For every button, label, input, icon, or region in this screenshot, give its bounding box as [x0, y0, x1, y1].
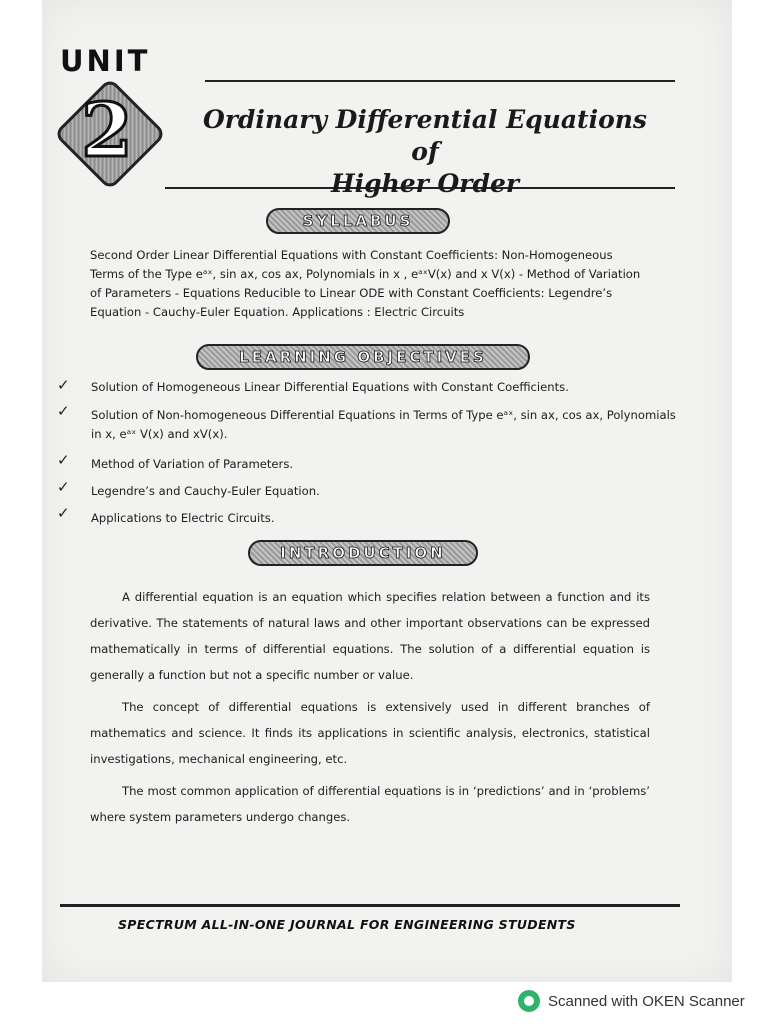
objective-item — [91, 455, 681, 474]
intro-paragraph: The concept of differential equations is extensively used in different branches of mathematics and science. It finds its applications in scientific analysis, electronics, statistical investigations, mechanical engineering, etc. — [90, 700, 650, 766]
scanner-watermark-text: Scanned with OKEN Scanner — [548, 992, 745, 1010]
objective-text: Solution of Homogeneous Linear Differential Equations with Constant Coefficients. — [91, 380, 569, 394]
syllabus-line: Second Order Linear Differential Equations with Constant Coefficients: Non-Homogeneous — [90, 248, 613, 262]
objective-item — [91, 482, 681, 501]
objective-text: Applications to Electric Circuits. — [91, 511, 275, 525]
syllabus-line: of Parameters - Equations Reducible to Linear ODE with Constant Coefficients: Legendre’s — [90, 286, 613, 300]
check-icon: ✓ — [57, 478, 70, 496]
footer-rule — [60, 904, 680, 907]
title-line-2: Higher Order — [330, 169, 520, 198]
title-top-rule — [205, 80, 675, 82]
title-line-1: Ordinary Differential Equations of — [202, 105, 648, 166]
unit-number: 2 — [81, 88, 133, 174]
intro-paragraph: The most common application of differential equations is in ‘predictions’ and in ‘problems’ where system parameters undergo changes. — [90, 784, 650, 824]
scanner-watermark — [518, 990, 745, 1012]
learning-objectives-banner: LEARNING OBJECTIVES — [196, 344, 530, 370]
chapter-title — [190, 104, 660, 200]
unit-label: UNIT — [60, 44, 151, 78]
unit-number-badge — [52, 76, 162, 186]
objective-text: Legendre’s and Cauchy-Euler Equation. — [91, 484, 320, 498]
objective-item — [91, 406, 691, 444]
check-icon: ✓ — [57, 376, 70, 394]
syllabus-text — [90, 246, 650, 322]
objective-text: Method of Variation of Parameters. — [91, 457, 294, 471]
syllabus-banner: SYLLABUS — [266, 208, 450, 234]
syllabus-line: Terms of the Type eᵃˣ, sin ax, cos ax, Polynomials in x , eᵃˣV(x) and x V(x) - Method of Variation — [90, 267, 641, 281]
check-icon: ✓ — [57, 451, 70, 469]
intro-paragraph: A differential equation is an equation which specifies relation between a function and its derivative. The statements of natural laws and other important observations can be expressed mathematically in terms of differential equations. The solution of a differential equation is generally a function but not a specific number or value. — [90, 590, 650, 682]
scanner-logo-icon — [518, 990, 540, 1012]
check-icon: ✓ — [57, 402, 70, 420]
syllabus-line: Equation - Cauchy-Euler Equation. Applications : Electric Circuits — [90, 305, 465, 319]
objective-item — [91, 509, 681, 528]
check-icon: ✓ — [57, 504, 70, 522]
footer-journal-title: SPECTRUM ALL-IN-ONE JOURNAL FOR ENGINEERING STUDENTS — [118, 917, 576, 932]
introduction-text — [90, 584, 650, 830]
objective-item — [91, 378, 681, 397]
objective-text: Solution of Non-homogeneous Differential Equations in Terms of Type eᵃˣ, sin ax, cos ax, Polynomials — [91, 408, 676, 422]
introduction-banner: INTRODUCTION — [248, 540, 478, 566]
objective-text: in x, eᵃˣ V(x) and xV(x). — [91, 427, 228, 441]
